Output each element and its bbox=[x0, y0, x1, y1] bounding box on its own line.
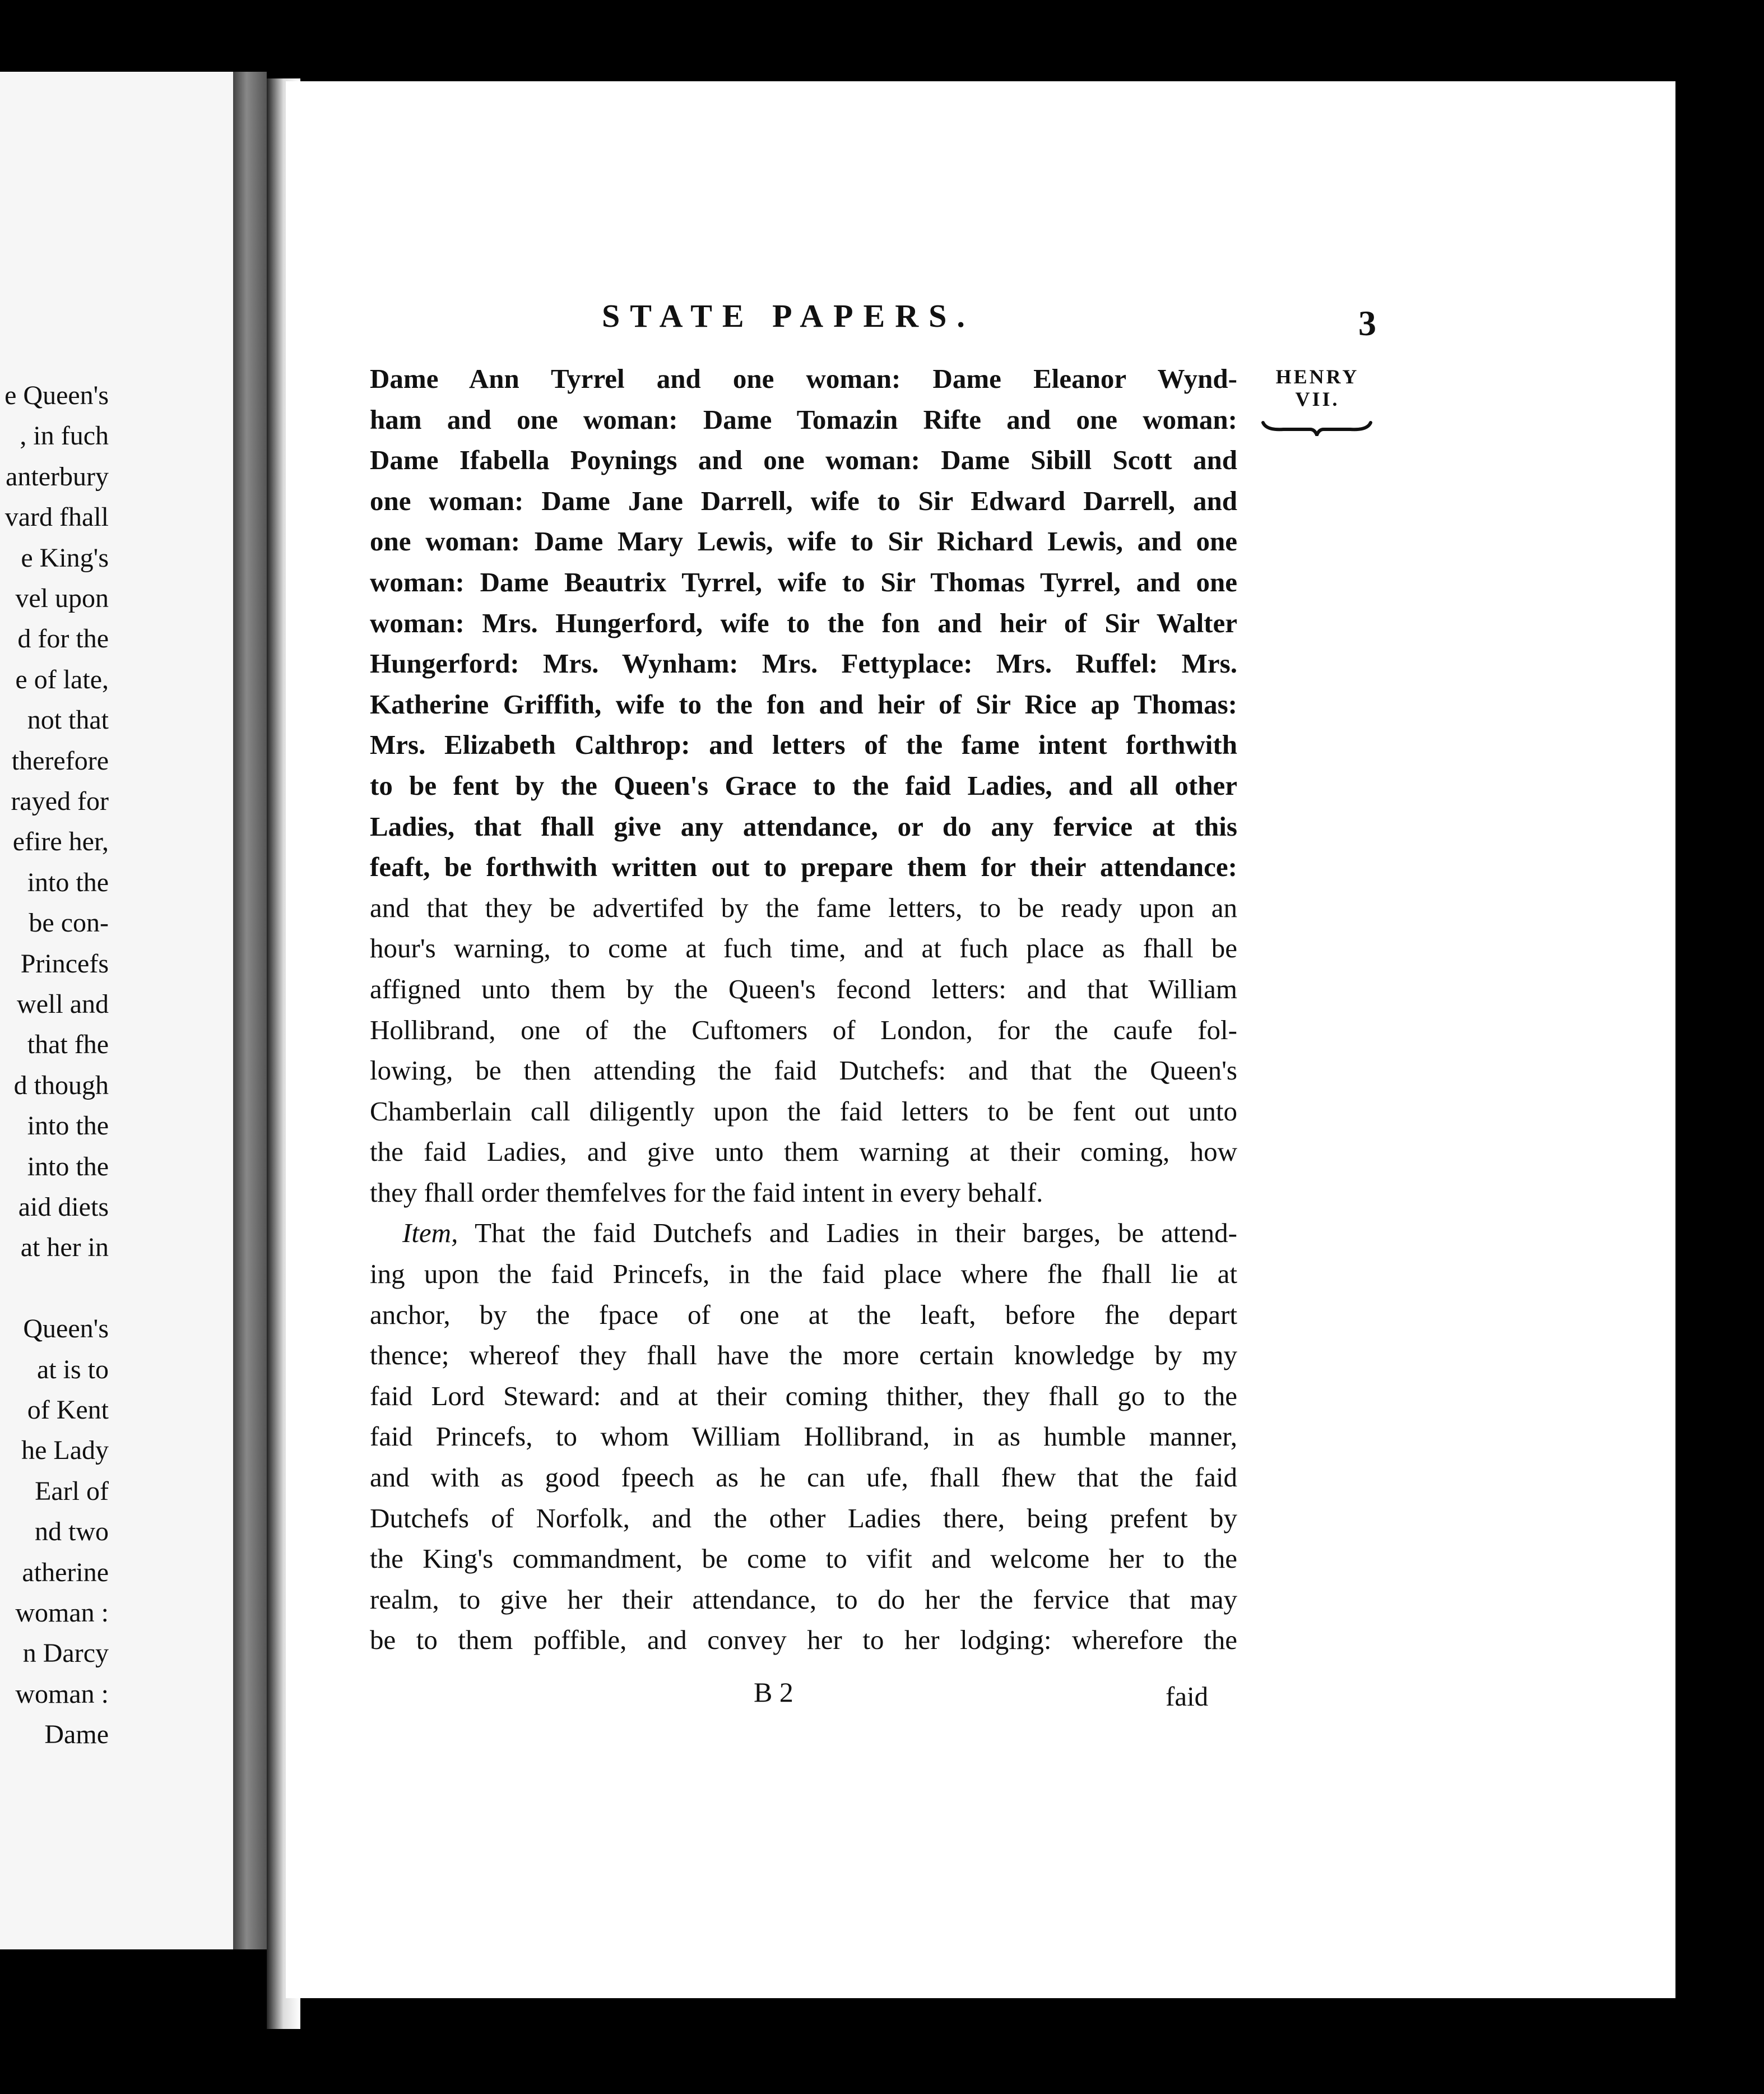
left-page-fragment: Queen's bbox=[23, 1314, 109, 1344]
left-page-fragment: woman : bbox=[15, 1679, 109, 1709]
text-line: be to them poffible, and convey her to her lodging: wherefore the bbox=[370, 1624, 1237, 1656]
text-line: Hungerford: Mrs. Wynham: Mrs. Fettyplace: Mrs. Ruffel: Mrs. bbox=[370, 648, 1237, 679]
text-line: to be fent by the Queen's Grace to the faid Ladies, and all other bbox=[370, 770, 1237, 801]
text-line: Hollibrand, one of the Cuftomers of London, for the caufe fol- bbox=[370, 1014, 1237, 1045]
left-page bbox=[0, 72, 233, 1949]
left-page-fragment: into the bbox=[27, 867, 109, 897]
text-line: one woman: Dame Jane Darrell, wife to Sir Edward Darrell, and bbox=[370, 485, 1237, 516]
paragraph-1-bold bbox=[370, 359, 1237, 888]
text-line: Dame Ifabella Poynings and one woman: Dame Sibill Scott and bbox=[370, 444, 1237, 476]
text-line: Dame Ann Tyrrel and one woman: Dame Eleanor Wynd- bbox=[370, 363, 1237, 394]
text-line: Mrs. Elizabeth Calthrop: and letters of the fame intent forthwith bbox=[370, 729, 1237, 761]
text-line: faid Lord Steward: and at their coming thither, they fhall go to the bbox=[370, 1380, 1237, 1411]
item-first-line: That the faid Dutchefs and Ladies in their barges, be attend- bbox=[475, 1217, 1237, 1249]
left-page-fragment: at her in bbox=[20, 1233, 109, 1263]
side-note-line-2: VII. bbox=[1295, 388, 1340, 410]
side-note-line-1: HENRY bbox=[1275, 365, 1359, 388]
left-page-fragment: , in fuch bbox=[20, 421, 109, 451]
text-line: woman: Dame Beautrix Tyrrel, wife to Sir Thomas Tyrrel, and one bbox=[370, 566, 1237, 597]
left-page-fragment: therefore bbox=[11, 745, 109, 776]
left-page-fragment: Earl of bbox=[35, 1476, 109, 1506]
running-head: STATE PAPERS. bbox=[602, 298, 975, 334]
text-line: ham and one woman: Dame Tomazin Rifte and one woman: bbox=[370, 404, 1237, 435]
text-line-item bbox=[370, 1213, 1237, 1254]
text-line: the King's commandment, be come to vifit and welcome her to the bbox=[370, 1543, 1237, 1574]
paragraph-2 bbox=[370, 1213, 1237, 1661]
left-page-fragment: into the bbox=[27, 1111, 109, 1141]
left-page-fragment: at is to bbox=[37, 1354, 109, 1384]
left-page-fragment: not that bbox=[27, 705, 109, 735]
left-page-fragment: be con- bbox=[29, 908, 109, 938]
left-page-fragment: into the bbox=[27, 1151, 109, 1182]
text-line: lowing, be then attending the faid Dutchefs: and that the Queen's bbox=[370, 1055, 1237, 1086]
left-page-fragment: vard fhall bbox=[4, 502, 109, 532]
text-line: anchor, by the fpace of one at the leaft, before fhe depart bbox=[370, 1299, 1237, 1330]
text-line: they fhall order themfelves for the faid intent in every behalf. bbox=[370, 1176, 1043, 1208]
left-page-fragment: of Kent bbox=[27, 1395, 109, 1425]
item-word: Item, bbox=[402, 1217, 458, 1249]
text-line: Dutchefs of Norfolk, and the other Ladies there, being prefent by bbox=[370, 1502, 1237, 1534]
text-line: Katherine Griffith, wife to the fon and heir of Sir Rice ap Thomas: bbox=[370, 688, 1237, 720]
left-page-fragment: he Lady bbox=[21, 1435, 109, 1466]
left-page-fragment: e of late, bbox=[15, 664, 109, 694]
left-page-fragment: nd two bbox=[35, 1517, 109, 1547]
text-line: and with as good fpeech as he can ufe, fhall fhew that the faid bbox=[370, 1462, 1237, 1493]
left-page-fragment: Princefs bbox=[20, 948, 109, 979]
left-page-fragment: Dame bbox=[44, 1720, 109, 1750]
left-page-fragment: atherine bbox=[22, 1557, 109, 1587]
left-page-fragment: e King's bbox=[21, 543, 109, 573]
side-note-brace bbox=[1261, 419, 1373, 436]
left-page-fragment: woman : bbox=[15, 1598, 109, 1628]
left-page-fragment: e Queen's bbox=[4, 381, 109, 410]
text-line: the faid Ladies, and give unto them warning at their coming, how bbox=[370, 1136, 1237, 1168]
left-page-fragment: aid diets bbox=[18, 1192, 109, 1222]
left-page-fragment: that fhe bbox=[27, 1030, 109, 1060]
text-line: hour's warning, to come at fuch time, and at fuch place as fhall be bbox=[370, 933, 1237, 964]
left-page-fragment: rayed for bbox=[11, 786, 109, 816]
left-page-fragment: vel upon bbox=[15, 583, 109, 613]
left-page-fragment: efire her, bbox=[12, 827, 109, 857]
left-page-fragment: d for the bbox=[17, 624, 109, 654]
page-number: 3 bbox=[1358, 303, 1376, 343]
text-line: one woman: Dame Mary Lewis, wife to Sir Richard Lewis, and one bbox=[370, 526, 1237, 557]
text-line: faid Princefs, to whom William Hollibrand, in as humble manner, bbox=[370, 1421, 1237, 1452]
paragraph-1-regular bbox=[370, 888, 1237, 1213]
text-line: feaft, be forthwith written out to prepare them for their attendance: bbox=[370, 851, 1237, 883]
text-line: thence; whereof they fhall have the more certain knowledge by my bbox=[370, 1340, 1237, 1371]
catchword: faid bbox=[1166, 1681, 1209, 1712]
signature-mark: B 2 bbox=[754, 1676, 793, 1708]
text-line: affigned unto them by the Queen's fecond letters: and that William bbox=[370, 973, 1237, 1004]
text-line: ing upon the faid Princefs, in the faid place where fhe fhall lie at bbox=[370, 1258, 1237, 1290]
binding-shadow bbox=[233, 72, 267, 1949]
text-line: Chamberlain call diligently upon the faid letters to be fent out unto bbox=[370, 1095, 1237, 1127]
side-note bbox=[1259, 365, 1376, 410]
text-line: Ladies, that fhall give any attendance, or do any fervice at this bbox=[370, 810, 1237, 842]
body-text bbox=[370, 359, 1237, 1661]
left-page-fragment: d though bbox=[13, 1070, 109, 1100]
text-line: realm, to give her their attendance, to do her the fervice that may bbox=[370, 1583, 1237, 1615]
text-line: woman: Mrs. Hungerford, wife to the fon and heir of Sir Walter bbox=[370, 607, 1237, 638]
left-page-fragment: n Darcy bbox=[22, 1638, 109, 1669]
left-page-fragment: well and bbox=[17, 989, 109, 1019]
left-page-fragment: anterbury bbox=[6, 461, 109, 492]
text-line: and that they be advertifed by the fame letters, to be ready upon an bbox=[370, 892, 1237, 923]
